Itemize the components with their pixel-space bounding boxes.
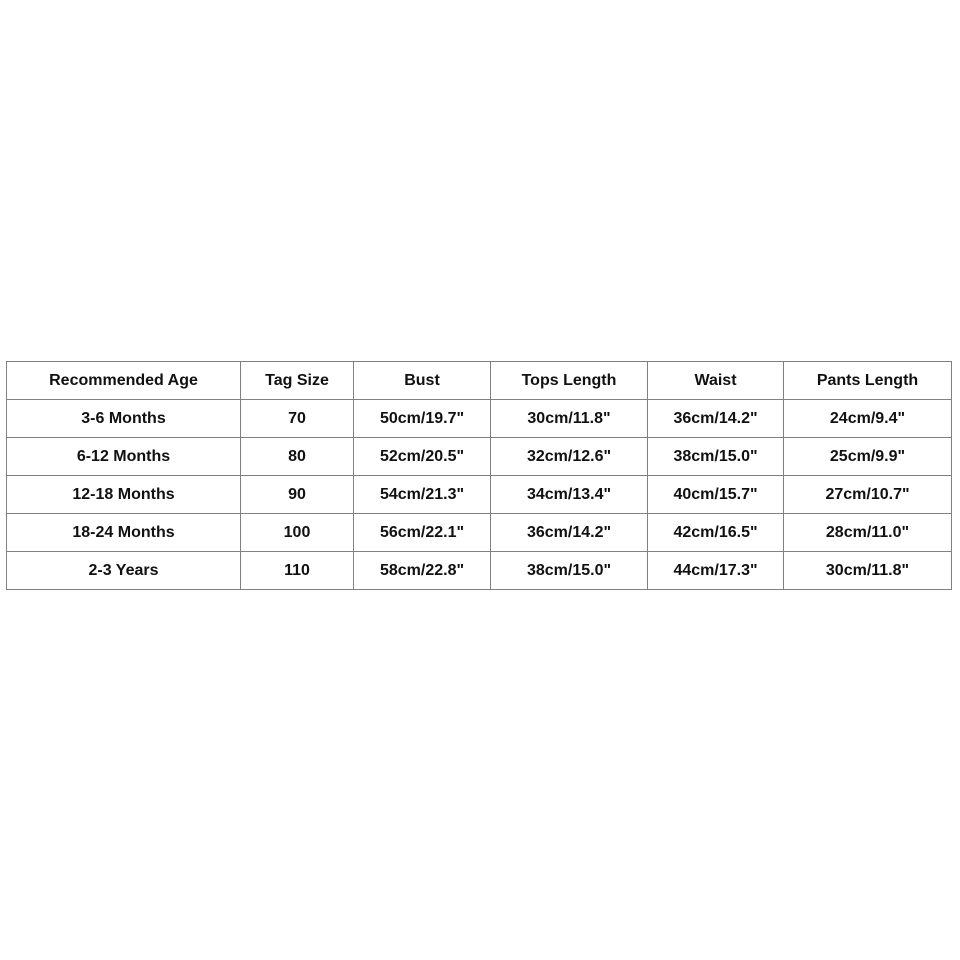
cell-tag-size: 100: [241, 514, 354, 552]
cell-age: 6-12 Months: [7, 438, 241, 476]
table-row: [7, 438, 952, 476]
cell-bust: 56cm/22.1": [354, 514, 491, 552]
header-bust: Bust: [354, 362, 491, 400]
table-row: [7, 476, 952, 514]
cell-bust: 54cm/21.3": [354, 476, 491, 514]
cell-bust: 52cm/20.5": [354, 438, 491, 476]
cell-tag-size: 70: [241, 400, 354, 438]
cell-tag-size: 90: [241, 476, 354, 514]
size-chart-table: [6, 361, 952, 590]
cell-tops-length: 32cm/12.6": [491, 438, 648, 476]
cell-waist: 38cm/15.0": [648, 438, 784, 476]
cell-pants-length: 28cm/11.0": [784, 514, 952, 552]
watermark-mark: [0, 421, 6, 453]
cell-tops-length: 34cm/13.4": [491, 476, 648, 514]
header-row: [7, 362, 952, 400]
header-recommended-age: Recommended Age: [7, 362, 241, 400]
cell-bust: 58cm/22.8": [354, 552, 491, 590]
cell-pants-length: 30cm/11.8": [784, 552, 952, 590]
cell-pants-length: 25cm/9.9": [784, 438, 952, 476]
cell-waist: 36cm/14.2": [648, 400, 784, 438]
table-row: [7, 514, 952, 552]
header-pants-length: Pants Length: [784, 362, 952, 400]
cell-pants-length: 24cm/9.4": [784, 400, 952, 438]
header-waist: Waist: [648, 362, 784, 400]
cell-tops-length: 30cm/11.8": [491, 400, 648, 438]
cell-tops-length: 36cm/14.2": [491, 514, 648, 552]
cell-age: 18-24 Months: [7, 514, 241, 552]
header-tag-size: Tag Size: [241, 362, 354, 400]
cell-waist: 44cm/17.3": [648, 552, 784, 590]
header-tops-length: Tops Length: [491, 362, 648, 400]
cell-age: 3-6 Months: [7, 400, 241, 438]
cell-tag-size: 110: [241, 552, 354, 590]
cell-tops-length: 38cm/15.0": [491, 552, 648, 590]
cell-tag-size: 80: [241, 438, 354, 476]
table-row: [7, 552, 952, 590]
cell-pants-length: 27cm/10.7": [784, 476, 952, 514]
table-row: [7, 400, 952, 438]
cell-waist: 42cm/16.5": [648, 514, 784, 552]
cell-age: 12-18 Months: [7, 476, 241, 514]
cell-waist: 40cm/15.7": [648, 476, 784, 514]
cell-age: 2-3 Years: [7, 552, 241, 590]
cell-bust: 50cm/19.7": [354, 400, 491, 438]
